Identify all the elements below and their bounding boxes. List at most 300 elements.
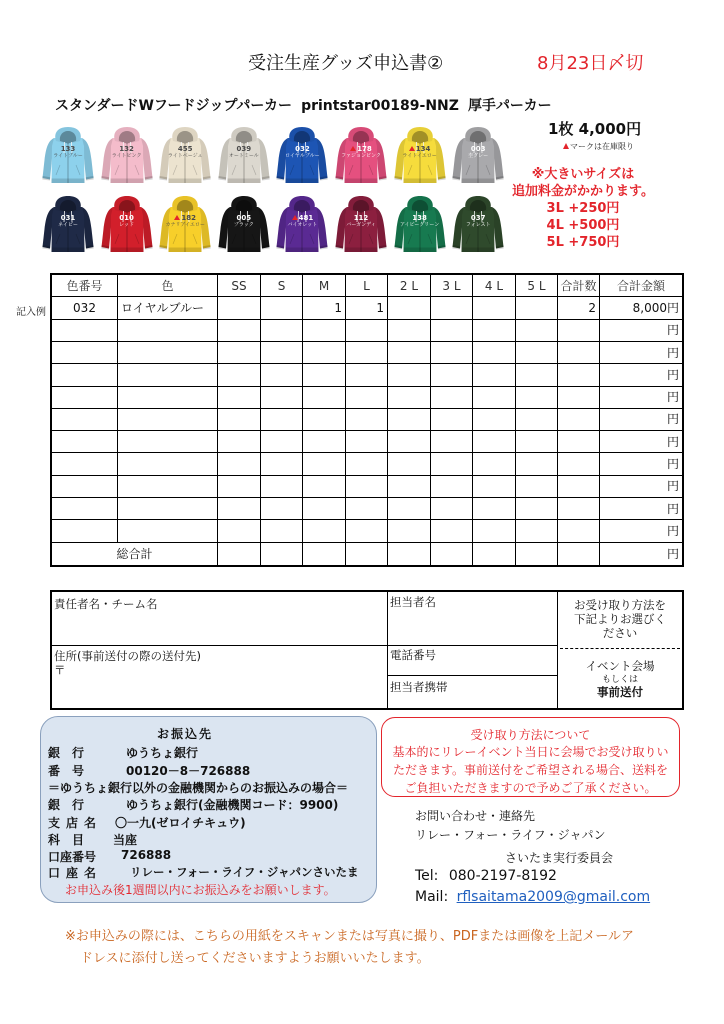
hoodie-label [42,214,94,228]
address-label: 住所(事前送付の際の送付先) [54,649,201,663]
amount-cell: 円 [600,409,682,431]
hoodie-color-code: 003 [470,145,486,153]
order-entry-cell [118,342,218,364]
hoodie-label [276,145,328,159]
table-header-cell: 5 L [516,275,558,297]
hoodie-code-line [394,145,446,153]
hoodie-color-code: 182 [181,214,196,222]
hoodie-code-line [159,214,211,222]
hoodie-swatch-003 [450,126,506,186]
order-entry-cell [261,409,303,431]
branch-label: 支店名 [48,816,103,830]
example-row-cell [431,297,473,319]
order-entry-cell [516,476,558,498]
mobile-label: 担当者携帯 [390,680,448,694]
order-entry-cell [431,320,473,342]
order-entry-cell [388,387,431,409]
deadline: 8月23日〆切 [537,53,644,74]
hoodie-color-code: 112 [353,214,369,222]
table-header-cell: M [303,275,346,297]
hoodie-color-name: ライトイエロー [402,153,437,159]
order-entry-cell [52,387,118,409]
hoodie-swatch-010 [99,195,155,255]
postal-mark: 〒 [54,663,66,677]
order-entry-cell [558,409,600,431]
table-header-cell: 2 L [388,275,431,297]
hoodie-color-name: ライトベージュ [167,153,203,159]
grand-total-cell [218,543,261,565]
divider [387,675,557,676]
order-entry-cell [516,387,558,409]
hoodie-code-line [276,145,328,153]
order-entry-cell [261,320,303,342]
product-model: printstar00189-NNZ [301,98,459,114]
hoodie-color-name: フォレスト [465,222,491,228]
hoodie-swatch-031 [40,195,96,255]
unit-price: 1枚 4,000円 [548,120,642,138]
order-entry-cell [473,476,516,498]
hoodie-code-line [101,145,153,153]
hoodie-label [452,145,504,159]
hoodie-swatch-133 [40,126,96,186]
hoodie-label [101,145,153,159]
hoodie-color-code: 455 [177,145,193,153]
grand-total-cell [558,543,600,565]
order-entry-cell [303,342,346,364]
hoodie-color-name: カナリアイエロー [165,222,205,228]
order-entry-cell [118,409,218,431]
pickup-method-prompt: お受け取り方法を下記よりお選びください [574,598,666,640]
hoodie-code-line [335,214,387,222]
order-entry-cell [261,387,303,409]
bank-label: 銀 行 [48,746,85,760]
size-surcharge-note [503,166,663,251]
footer-note-line: ドレスに添付し送ってくださいますようお願いいたします。 [80,951,430,966]
order-entry-cell [431,409,473,431]
hoodie-swatch-039 [216,126,272,186]
bank-heading: お振込先 [156,727,213,741]
order-entry-cell [118,364,218,386]
hoodie-color-name: ブラック [233,222,254,228]
phone-label: 電話番号 [390,648,436,662]
hoodie-code-line [42,214,94,222]
hoodie-color-name: バーガンディ [346,222,376,228]
order-entry-cell [218,387,261,409]
bank-value: ゆうちょ銀行 [126,746,199,760]
order-entry-cell [388,431,431,453]
surcharge-line: ※大きいサイズは [531,167,635,182]
order-entry-cell [118,387,218,409]
hoodie-color-code: 005 [236,214,252,222]
hoodie-swatch-112 [333,195,389,255]
order-entry-cell [218,320,261,342]
order-entry-cell [261,364,303,386]
contact-organization: リレー・フォー・ライフ・ジャパン [415,828,606,842]
hoodie-label [101,214,153,228]
hoodie-color-code: 481 [298,214,314,222]
order-entry-cell [303,520,346,542]
order-entry-cell [558,342,600,364]
order-entry-cell [431,364,473,386]
order-entry-cell [516,409,558,431]
order-entry-cell [261,342,303,364]
pickup-notice-box [381,717,680,797]
other-bank-label: 銀 行 [48,798,85,812]
order-entry-cell [346,453,388,475]
order-entry-cell [346,520,388,542]
order-entry-cell [346,498,388,520]
order-entry-cell [473,364,516,386]
hoodie-color-name: 杢グレー [468,153,489,159]
order-entry-cell [388,476,431,498]
grand-total-amount: 円 [666,546,679,561]
stock-note [563,141,634,152]
hoodie-color-name: ファジョンピンク [341,153,381,159]
hoodie-color-code: 133 [60,145,76,153]
order-entry-cell [261,453,303,475]
order-entry-cell [473,520,516,542]
tel-number: 080-2197-8192 [448,868,557,884]
table-header-cell: 色番号 [52,275,118,297]
order-entry-cell [52,409,118,431]
hoodie-color-name: ライトピンク [111,153,142,159]
order-entry-cell [118,498,218,520]
order-entry-cell [388,498,431,520]
hoodie-label [335,214,387,228]
hoodie-color-name: ネイビー [58,222,78,228]
hoodie-code-line [42,145,94,153]
hoodie-swatch-132 [99,126,155,186]
order-entry-cell [558,520,600,542]
hoodie-color-code: 138 [412,214,427,222]
contact-mail [415,889,650,905]
order-entry-cell [431,476,473,498]
hoodie-code-line [218,145,270,153]
hoodie-code-line [335,145,387,153]
order-entry-cell [303,431,346,453]
other-bank-value: ゆうちょ銀行(金融機関コード：9900) [126,798,339,812]
hoodie-color-name: バイオレット [287,222,318,228]
example-row-cell [261,297,303,319]
order-entry-cell [558,431,600,453]
example-row-cell [218,297,261,319]
order-entry-cell [388,364,431,386]
grand-total-label: 総合計 [52,543,218,565]
surcharge-line: 4L +500円 [546,218,620,233]
order-entry-cell [303,453,346,475]
order-entry-cell [516,342,558,364]
order-entry-cell [261,520,303,542]
amount-cell: 円 [600,342,682,364]
limited-stock-triangle-icon [409,146,415,151]
hoodie-color-name: アイビーグリーン [399,222,440,228]
amount-cell: 円 [600,320,682,342]
contact-heading: お問い合わせ・連絡先 [415,809,536,823]
pickup-notice-heading: 受け取り方法について [470,728,591,742]
grand-total-cell [303,543,346,565]
order-entry-cell [388,320,431,342]
amount-cell: 円 [600,387,682,409]
product-variant: 厚手パーカー [467,98,552,114]
hoodie-label [42,145,94,159]
hoodie-code-line [276,214,328,222]
account-type-label: 科 目 [48,833,85,847]
order-entry-cell [218,476,261,498]
hoodie-swatch-481 [274,195,330,255]
table-header-cell: 3 L [431,275,473,297]
order-entry-cell [473,409,516,431]
order-entry-cell [218,409,261,431]
order-entry-cell [388,453,431,475]
order-entry-cell [558,320,600,342]
order-table [50,273,684,567]
hoodie-swatch-182 [157,195,213,255]
hoodie-label [452,214,504,228]
order-entry-cell [52,431,118,453]
order-entry-cell [218,520,261,542]
contact-tel [415,868,557,884]
order-entry-cell [431,520,473,542]
pickup-option-shipping: 事前送付 [597,685,643,699]
hoodie-color-code: 010 [119,214,134,222]
hoodie-color-code: 134 [415,145,431,153]
order-entry-cell [52,476,118,498]
order-entry-cell [388,520,431,542]
example-row-cell [516,297,558,319]
amount-cell: 円 [600,364,682,386]
order-entry-cell [558,498,600,520]
hoodie-label [218,145,270,159]
order-entry-cell [346,387,388,409]
payment-deadline-note: お申込み後1週間以内にお振込みをお願いします。 [65,883,336,897]
order-entry-cell [473,387,516,409]
team-name-label: 責任者名・チーム名 [54,597,158,611]
hoodie-code-line [101,214,153,222]
order-entry-cell [431,342,473,364]
order-entry-cell [473,320,516,342]
email-link[interactable]: rflsaitama2009@gmail.com [456,889,651,905]
order-entry-cell [218,342,261,364]
hoodie-color-code: 132 [119,145,134,153]
order-entry-cell [303,409,346,431]
order-entry-cell [52,320,118,342]
hoodie-code-line [394,214,446,222]
order-entry-cell [388,409,431,431]
contact-committee: さいたま実行委員会 [505,851,614,865]
customer-info-box [50,590,684,710]
example-row-cell: 1 [346,297,388,319]
order-entry-cell [118,476,218,498]
hoodie-swatch-138 [392,195,448,255]
account-name-label: 口座名 [48,866,103,880]
hoodie-swatch-178 [333,126,389,186]
account-number-label: 番 号 [48,764,85,778]
example-row-label: 記入例 [16,307,46,318]
grand-total-cell [473,543,516,565]
surcharge-line: 追加料金がかかります。 [512,184,654,199]
table-header-cell: SS [218,275,261,297]
amount-cell: 円 [600,431,682,453]
order-entry-cell [52,364,118,386]
order-entry-cell [218,364,261,386]
hoodie-label [218,214,270,228]
order-entry-cell [516,364,558,386]
order-entry-cell [52,342,118,364]
other-account-number-value: 726888 [121,848,172,862]
grand-total-cell [431,543,473,565]
pickup-notice-line: ご負担いただきますので予めご了承ください。 [404,781,657,795]
other-bank-heading: ＝ゆうちょ銀行以外の金融機関からのお振込みの場合＝ [48,781,349,795]
hoodie-code-line [218,214,270,222]
example-row-cell: 8,000円 [600,297,682,319]
order-entry-cell [261,476,303,498]
grand-total-cell [346,543,388,565]
order-entry-cell [346,364,388,386]
form-title: 受注生産グッズ申込書② [248,53,444,74]
hoodie-swatch-037 [450,195,506,255]
surcharge-line: 5L +750円 [546,235,620,250]
order-entry-cell [431,387,473,409]
order-entry-cell [431,431,473,453]
hoodie-color-name: ロイヤルブルー [285,153,320,159]
hoodie-color-grid [40,126,512,258]
hoodie-color-code: 178 [357,145,372,153]
order-entry-cell [516,520,558,542]
account-name-value: リレー・フォー・ライフ・ジャパンさいたま [130,865,359,879]
order-entry-cell [516,453,558,475]
divider [387,592,388,708]
table-header-cell: 4 L [473,275,516,297]
hoodie-code-line [452,145,504,153]
limited-stock-triangle-icon [350,146,356,151]
example-row-cell: ロイヤルブルー [118,297,218,319]
order-entry-cell [516,498,558,520]
example-row-cell: 1 [303,297,346,319]
limited-stock-triangle-icon [292,215,298,220]
hoodie-code-line [452,214,504,222]
hoodie-color-name: オートミール [228,153,259,159]
grand-total-cell [261,543,303,565]
order-entry-cell [52,453,118,475]
order-entry-cell [346,476,388,498]
hoodie-label [335,145,387,159]
order-entry-cell [261,498,303,520]
hoodie-label [394,145,446,159]
product-heading [55,95,552,115]
order-entry-cell [388,342,431,364]
pickup-notice-line: ただきます。事前送付をご希望される場合、送料を [392,763,669,777]
grand-total-cell [516,543,558,565]
example-row-cell: 2 [558,297,600,319]
mail-label: Mail: [415,889,449,905]
order-entry-cell [431,453,473,475]
example-row-cell: 032 [52,297,118,319]
hoodie-color-code: 037 [470,214,486,222]
hoodie-code-line [159,145,211,153]
red-triangle-icon [563,143,569,149]
order-entry-cell [558,387,600,409]
order-entry-cell [516,320,558,342]
amount-cell: 円 [600,476,682,498]
order-entry-cell [218,431,261,453]
limited-stock-triangle-icon [174,215,180,220]
tel-label: Tel: [415,868,439,884]
order-entry-cell [118,453,218,475]
pickup-option-event: イベント会場 [585,659,655,673]
order-entry-cell [303,364,346,386]
order-entry-cell [118,431,218,453]
order-entry-cell [218,453,261,475]
order-entry-cell [303,320,346,342]
hoodie-swatch-134 [392,126,448,186]
order-entry-cell [346,320,388,342]
table-header-cell: 合計数 [558,275,600,297]
footer-note-line: ※お申込みの際には、こちらの用紙をスキャンまたは写真に撮り、PDFまたは画像を上記メールア [65,929,634,944]
contact-person-label: 担当者名 [390,595,436,609]
order-entry-cell [118,520,218,542]
amount-cell: 円 [600,453,682,475]
hoodie-color-code: 032 [295,145,310,153]
account-number-value: 00120－8－726888 [126,764,251,778]
hoodie-color-code: 031 [60,214,76,222]
hoodie-swatch-005 [216,195,272,255]
order-entry-cell [346,409,388,431]
hoodie-label [159,214,211,228]
order-entry-cell [431,498,473,520]
product-name: スタンダードWフードジップパーカー [55,98,293,114]
order-entry-cell [52,520,118,542]
order-entry-cell [218,498,261,520]
grand-total-cell [388,543,431,565]
amount-cell: 円 [600,498,682,520]
surcharge-line: 3L +250円 [546,201,620,216]
hoodie-color-name: ライトブルー [53,153,83,159]
order-entry-cell [261,431,303,453]
other-account-number-label: 口座番号 [48,850,97,864]
order-entry-cell [52,498,118,520]
order-entry-cell [303,476,346,498]
table-header-cell: S [261,275,303,297]
account-type-value: 当座 [113,833,138,847]
hoodie-color-code: 039 [236,145,252,153]
hoodie-swatch-455 [157,126,213,186]
hoodie-color-name: レッド [119,222,135,228]
example-row-cell [473,297,516,319]
table-header-cell: 色 [118,275,218,297]
branch-value: 〇一九(ゼロイチキュウ) [115,816,246,830]
hoodie-swatch-032 [274,126,330,186]
pickup-or: もしくは [601,675,638,685]
example-row-cell [388,297,431,319]
order-entry-cell [473,342,516,364]
order-entry-cell [473,498,516,520]
order-entry-cell [558,364,600,386]
order-entry-cell [303,498,346,520]
amount-cell: 円 [600,520,682,542]
table-header-cell: 合計金額 [600,275,682,297]
order-entry-cell [303,387,346,409]
order-entry-cell [558,476,600,498]
order-entry-cell [473,431,516,453]
pickup-notice-line: 基本的にリレーイベント当日に会場でお受け取りい [392,745,669,759]
stock-note-text: マークは在庫限り [570,142,634,151]
dashed-divider [560,648,680,649]
order-entry-cell [516,431,558,453]
divider [52,645,557,646]
bank-transfer-box [40,716,377,903]
table-header-cell: L [346,275,388,297]
order-entry-cell [346,342,388,364]
